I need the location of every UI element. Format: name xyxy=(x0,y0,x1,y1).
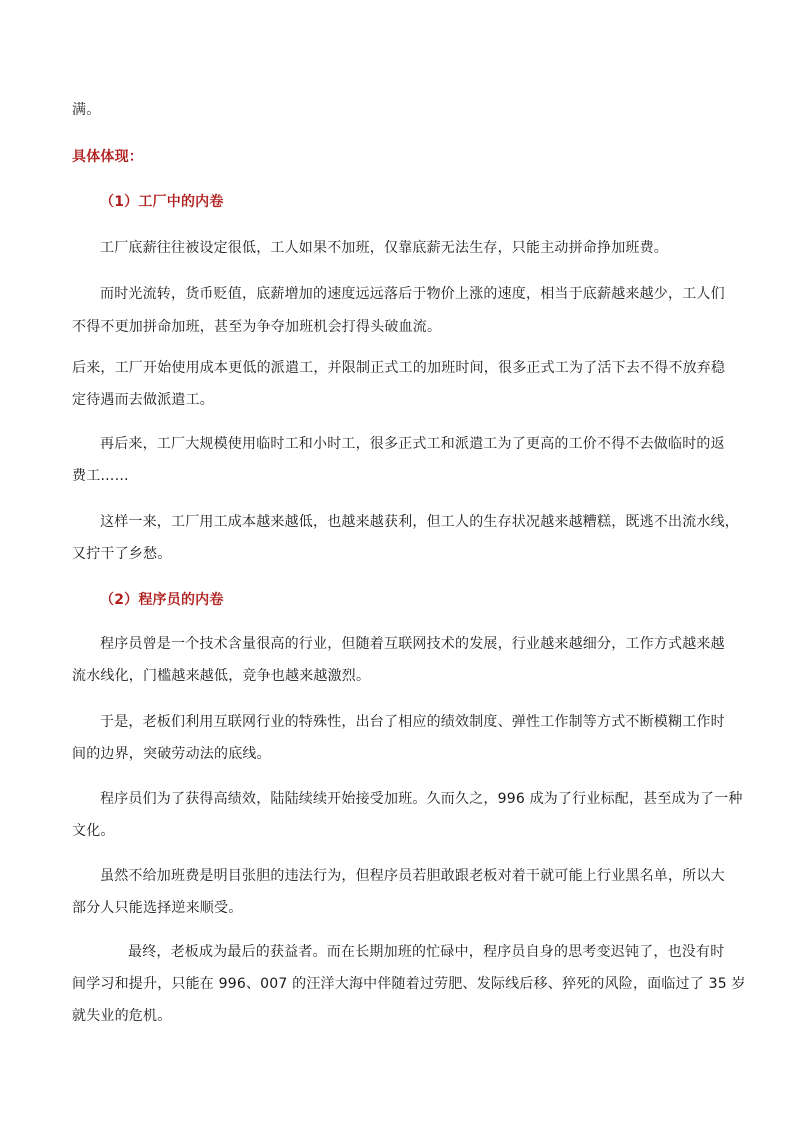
text-line: 满。 xyxy=(72,102,101,118)
text-line: 不得不更加拼命加班，甚至为争夺加班机会打得头破血流。 xyxy=(72,319,442,335)
text-line: 流水线化，门槛越来越低，竞争也越来越激烈。 xyxy=(72,668,371,684)
text-line: 又拧干了乡愁。 xyxy=(72,546,172,562)
text-line: 间的边界，突破劳动法的底线。 xyxy=(72,746,271,762)
text-line: 工厂底薪往往被设定很低，工人如果不加班，仅靠底薪无法生存，只能主动拼命挣加班费。 xyxy=(100,240,668,256)
text-line: 虽然不给加班费是明目张胆的违法行为，但程序员若胆敢跟老板对着干就可能上行业黑名单，所以大 xyxy=(100,868,725,884)
text-line: 文化。 xyxy=(72,823,115,839)
text-line: 就失业的危机。 xyxy=(72,1008,172,1024)
text-line: 最终，老板成为最后的获益者。而在长期加班的忙碌中，程序员自身的思考变迟钝了，也没有时 xyxy=(128,944,725,960)
text-line: 程序员曾是一个技术含量很高的行业，但随着互联网技术的发展，行业越来越细分，工作方式越来越 xyxy=(100,636,725,652)
text-line: 定待遇而去做派遣工。 xyxy=(72,392,214,408)
text-line: 这样一来，工厂用工成本越来越低，也越来越获利，但工人的生存状况越来越糟糕，既逃不出流水线， xyxy=(100,514,739,530)
text-line: 部分人只能选择逆来顺受。 xyxy=(72,900,243,916)
text-line: 于是，老板们利用互联网行业的特殊性，出台了相应的绩效制度、弹性工作制等方式不断模糊工作时 xyxy=(100,714,725,730)
text-line: 程序员们为了获得高绩效，陆陆续续开始接受加班。久而久之，996 成为了行业标配，甚至成为了一种 xyxy=(100,791,743,807)
text-line: 后来，工厂开始使用成本更低的派遣工，并限制正式工的加班时间，很多正式工为了活下去不得不放弃稳 xyxy=(72,360,726,376)
text-line: 而时光流转，货币贬值，底薪增加的速度远远落后于物价上涨的速度，相当于底薪越来越少，工人们 xyxy=(100,286,725,302)
text-line: 再后来，工厂大规模使用临时工和小时工，很多正式工和派遣工为了更高的工价不得不去做临时的返 xyxy=(100,436,725,452)
text-line: 间学习和提升，只能在 996、007 的汪洋大海中伴随着过劳肥、发际线后移、猝死的风险，面临过了 35 岁 xyxy=(72,976,746,992)
subsection-heading: （2）程序员的内卷 xyxy=(100,592,224,608)
text-line: 费工…… xyxy=(72,468,129,484)
subsection-heading: （1）工厂中的内卷 xyxy=(100,194,224,210)
section-heading: 具体体现： xyxy=(72,149,143,165)
